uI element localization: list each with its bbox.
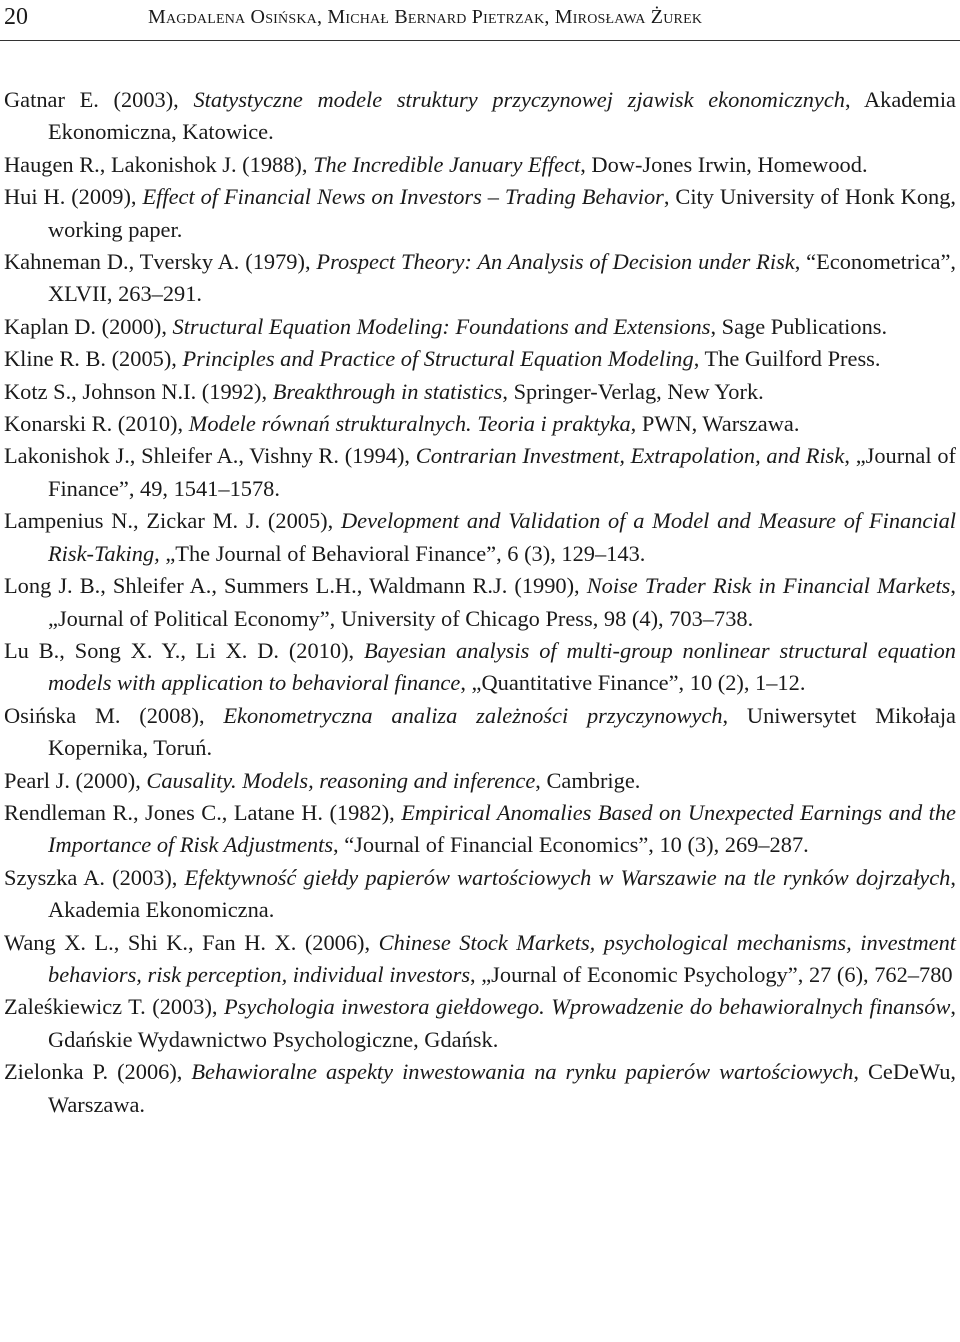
reference-entry — [4, 440, 956, 505]
reference-title: Statystyczne modele struktury przyczynowej zjawisk ekonomicznych — [193, 87, 845, 112]
reference-authors-year: Gatnar E. (2003), — [4, 87, 194, 112]
reference-authors-year: Konarski R. (2010), — [4, 411, 189, 437]
reference-authors-year: Osińska M. (2008), — [4, 702, 224, 728]
reference-title: Prospect Theory: An Analysis of Decision under Risk — [316, 249, 795, 275]
reference-entry — [4, 1056, 956, 1121]
reference-title: Empirical Anomalies Based on Unexpected Earnings and the Importance of Risk Adjustments — [48, 799, 956, 858]
reference-entry — [4, 181, 956, 246]
reference-entry — [4, 700, 956, 765]
reference-entry — [4, 84, 956, 149]
reference-publisher: , Akademia Ekonomiczna. — [48, 864, 956, 923]
reference-publisher: , „Journal of Political Economy”, University of Chicago Press, 98 (4), 703–738. — [48, 573, 956, 631]
reference-title: Psychologia inwestora giełdowego. Wprowadzenie do behawioralnych finansów — [224, 994, 951, 1020]
reference-authors-year: Lampenius N., Zickar M. J. (2005), — [4, 508, 341, 534]
reference-title: Noise Trader Risk in Financial Markets — [586, 573, 951, 599]
reference-entry — [4, 246, 956, 311]
reference-publisher: , Sage Publications. — [710, 313, 888, 339]
reference-title: Efektywność giełdy papierów wartościowych w Warszawie na tle rynków dojrzałych — [184, 864, 951, 890]
reference-publisher: , PWN, Warszawa. — [630, 411, 800, 437]
reference-title: Development and Validation of a Model and Measure of Financial Risk-Taking, — [48, 508, 957, 566]
reference-publisher: „The Journal of Behavioral Finance”, 6 (3), 129–143. — [159, 540, 646, 566]
reference-entry — [4, 343, 956, 375]
reference-title: The Incredible January Effect — [313, 151, 581, 177]
reference-entry — [4, 797, 956, 862]
reference-entry — [4, 765, 956, 797]
reference-authors-year: Zielonka P. (2006), — [4, 1059, 192, 1085]
reference-authors-year: Lu B., Song X. Y., Li X. D. (2010), — [4, 637, 364, 663]
reference-title: Contrarian Investment, Extrapolation, and Risk — [415, 443, 845, 469]
reference-publisher: , City University of Honk Kong, working paper. — [48, 184, 956, 242]
reference-authors-year: Lakonishok J., Shleifer A., Vishny R. (1994), — [4, 443, 416, 469]
reference-publisher: , CeDeWu, Warszawa. — [48, 1059, 956, 1117]
reference-title: Behawioralne aspekty inwestowania na rynku papierów wartościowych — [191, 1059, 854, 1085]
reference-title: Modele równań strukturalnych. Teoria i praktyka — [188, 411, 631, 437]
reference-authors-year: Haugen R., Lakonishok J. (1988), — [4, 151, 314, 177]
reference-title: Breakthrough in statistics — [272, 378, 503, 404]
header-divider — [0, 40, 960, 41]
reference-entry — [4, 376, 956, 408]
reference-authors-year: Rendleman R., Jones C., Latane H. (1982), — [4, 799, 402, 825]
reference-entry — [4, 311, 956, 343]
reference-title: Bayesian analysis of multi-group nonlinear structural equation models with application to behavioral finance — [48, 637, 956, 696]
reference-publisher: , „Journal of Economic Psychology”, 27 (6), 762–780 — [470, 961, 953, 987]
reference-title: Structural Equation Modeling: Foundations and Extensions — [172, 313, 711, 339]
reference-list — [4, 84, 956, 1121]
reference-entry — [4, 408, 956, 440]
reference-authors-year: Long J. B., Shleifer A., Summers L.H., Waldmann R.J. (1990), — [4, 573, 587, 599]
reference-entry — [4, 505, 956, 570]
reference-entry — [4, 991, 956, 1056]
reference-authors-year: Kotz S., Johnson N.I. (1992), — [4, 378, 273, 404]
reference-authors-year: Kaplan D. (2000), — [4, 313, 173, 339]
running-head-authors: Magdalena Osińska, Michał Bernard Pietrzak, Mirosława Żurek — [148, 6, 703, 28]
reference-authors-year: Kahneman D., Tversky A. (1979), — [4, 249, 317, 275]
reference-publisher: , „Journal of Finance”, 49, 1541–1578. — [48, 443, 956, 501]
reference-entry — [4, 570, 956, 635]
reference-publisher: , Gdańskie Wydawnictwo Psychologiczne, Gdańsk. — [48, 994, 956, 1052]
reference-entry — [4, 635, 956, 700]
reference-publisher: , “Journal of Financial Economics”, 10 (3), 269–287. — [333, 832, 809, 858]
reference-publisher: , „Quantitative Finance”, 10 (2), 1–12. — [460, 670, 806, 696]
reference-entry — [4, 862, 956, 927]
reference-authors-year: Wang X. L., Shi K., Fan H. X. (2006), — [4, 929, 379, 955]
reference-publisher: , Dow-Jones Irwin, Homewood. — [580, 151, 868, 177]
reference-authors-year: Szyszka A. (2003), — [4, 864, 185, 890]
reference-publisher: , Springer-Verlag, New York. — [502, 378, 764, 404]
reference-authors-year: Hui H. (2009), — [4, 184, 143, 210]
reference-title: Causality. Models, reasoning and inference — [146, 767, 536, 793]
reference-title: Principles and Practice of Structural Equation Modeling — [182, 346, 694, 372]
reference-publisher: , “Econometrica”, XLVII, 263–291. — [48, 249, 956, 307]
reference-publisher: , Cambrige. — [535, 767, 641, 793]
reference-publisher: , The Guilford Press. — [693, 346, 881, 372]
reference-authors-year: Kline R. B. (2005), — [4, 346, 183, 372]
reference-title: Effect of Financial News on Investors – Trading Behavior — [142, 184, 664, 210]
reference-entry — [4, 149, 956, 181]
reference-title: Chinese Stock Markets, psychological mechanisms, investment behaviors, risk perception, individual investors — [48, 929, 956, 987]
page-header — [0, 0, 960, 40]
reference-authors-year: Pearl J. (2000), — [4, 767, 147, 793]
reference-publisher: , Uniwersytet Mikołaja Kopernika, Toruń. — [48, 702, 956, 761]
reference-authors-year: Zaleśkiewicz T. (2003), — [4, 994, 224, 1020]
reference-title: Ekonometryczna analiza zależności przyczynowych — [223, 702, 723, 728]
reference-publisher: , Akademia Ekonomiczna, Katowice. — [48, 87, 956, 145]
page-number: 20 — [4, 4, 28, 30]
reference-entry — [4, 927, 956, 992]
